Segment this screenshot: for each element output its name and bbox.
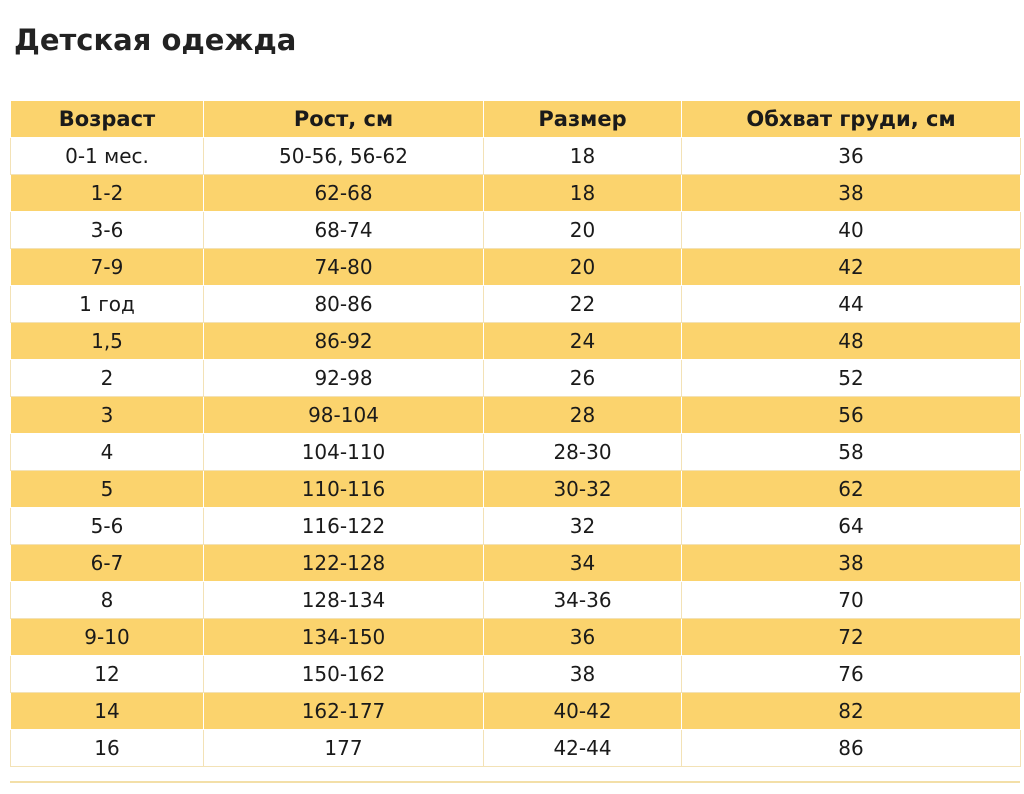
- cell-height: 86-92: [204, 323, 484, 360]
- cell-size: 30-32: [484, 471, 682, 508]
- cell-age: 7-9: [11, 249, 204, 286]
- cell-age: 2: [11, 360, 204, 397]
- table-body: [11, 138, 1021, 767]
- cell-chest: 56: [682, 397, 1021, 434]
- table-row: [11, 397, 1021, 434]
- table-row: [11, 545, 1021, 582]
- cell-size: 20: [484, 212, 682, 249]
- header-row: [11, 101, 1021, 138]
- cell-size: 22: [484, 286, 682, 323]
- table-row: [11, 175, 1021, 212]
- table-row: [11, 693, 1021, 730]
- cell-height: 68-74: [204, 212, 484, 249]
- table-row: [11, 434, 1021, 471]
- cell-chest: 58: [682, 434, 1021, 471]
- cell-chest: 76: [682, 656, 1021, 693]
- cell-age: 1 год: [11, 286, 204, 323]
- cell-height: 128-134: [204, 582, 484, 619]
- cell-size: 38: [484, 656, 682, 693]
- cell-height: 134-150: [204, 619, 484, 656]
- page-title: Детская одежда: [14, 23, 297, 57]
- cell-size: 20: [484, 249, 682, 286]
- cell-age: 12: [11, 656, 204, 693]
- cell-size: 34-36: [484, 582, 682, 619]
- cell-size: 18: [484, 175, 682, 212]
- cell-chest: 38: [682, 545, 1021, 582]
- cell-size: 26: [484, 360, 682, 397]
- cell-chest: 86: [682, 730, 1021, 767]
- cell-size: 42-44: [484, 730, 682, 767]
- table-row: [11, 730, 1021, 767]
- cell-height: 62-68: [204, 175, 484, 212]
- cell-height: 80-86: [204, 286, 484, 323]
- table-row: [11, 138, 1021, 175]
- table-header: [11, 101, 1021, 138]
- cell-chest: 36: [682, 138, 1021, 175]
- cell-age: 1,5: [11, 323, 204, 360]
- cell-age: 6-7: [11, 545, 204, 582]
- cell-age: 16: [11, 730, 204, 767]
- cell-size: 28-30: [484, 434, 682, 471]
- cell-chest: 40: [682, 212, 1021, 249]
- cell-height: 98-104: [204, 397, 484, 434]
- cell-size: 34: [484, 545, 682, 582]
- cell-chest: 52: [682, 360, 1021, 397]
- cell-chest: 62: [682, 471, 1021, 508]
- table-row: [11, 508, 1021, 545]
- cell-size: 36: [484, 619, 682, 656]
- cell-height: 104-110: [204, 434, 484, 471]
- cell-chest: 42: [682, 249, 1021, 286]
- cell-age: 14: [11, 693, 204, 730]
- cell-size: 32: [484, 508, 682, 545]
- header-chest: Обхват груди, см: [682, 101, 1021, 138]
- cell-size: 18: [484, 138, 682, 175]
- cell-age: 3: [11, 397, 204, 434]
- cell-age: 5: [11, 471, 204, 508]
- cell-height: 116-122: [204, 508, 484, 545]
- cell-chest: 48: [682, 323, 1021, 360]
- cell-age: 8: [11, 582, 204, 619]
- table-row: [11, 656, 1021, 693]
- cell-chest: 82: [682, 693, 1021, 730]
- table-row: [11, 249, 1021, 286]
- cell-height: 122-128: [204, 545, 484, 582]
- table-row: [11, 582, 1021, 619]
- cell-age: 0-1 мес.: [11, 138, 204, 175]
- cell-height: 50-56, 56-62: [204, 138, 484, 175]
- table-row: [11, 323, 1021, 360]
- table-row: [11, 286, 1021, 323]
- cell-height: 74-80: [204, 249, 484, 286]
- cell-age: 3-6: [11, 212, 204, 249]
- table-row: [11, 619, 1021, 656]
- header-size: Размер: [484, 101, 682, 138]
- header-height: Рост, см: [204, 101, 484, 138]
- table-row: [11, 360, 1021, 397]
- cell-chest: 70: [682, 582, 1021, 619]
- table-row: [11, 212, 1021, 249]
- cell-age: 5-6: [11, 508, 204, 545]
- cell-height: 92-98: [204, 360, 484, 397]
- cell-height: 162-177: [204, 693, 484, 730]
- cell-height: 110-116: [204, 471, 484, 508]
- cell-chest: 64: [682, 508, 1021, 545]
- header-age: Возраст: [11, 101, 204, 138]
- cell-chest: 44: [682, 286, 1021, 323]
- cell-height: 150-162: [204, 656, 484, 693]
- cell-size: 24: [484, 323, 682, 360]
- cell-size: 28: [484, 397, 682, 434]
- cell-age: 1-2: [11, 175, 204, 212]
- cell-size: 40-42: [484, 693, 682, 730]
- size-table: [10, 100, 1021, 767]
- cell-chest: 72: [682, 619, 1021, 656]
- cell-age: 4: [11, 434, 204, 471]
- cell-age: 9-10: [11, 619, 204, 656]
- cell-chest: 38: [682, 175, 1021, 212]
- table-row: [11, 471, 1021, 508]
- table-bottom-border: [10, 781, 1020, 783]
- cell-height: 177: [204, 730, 484, 767]
